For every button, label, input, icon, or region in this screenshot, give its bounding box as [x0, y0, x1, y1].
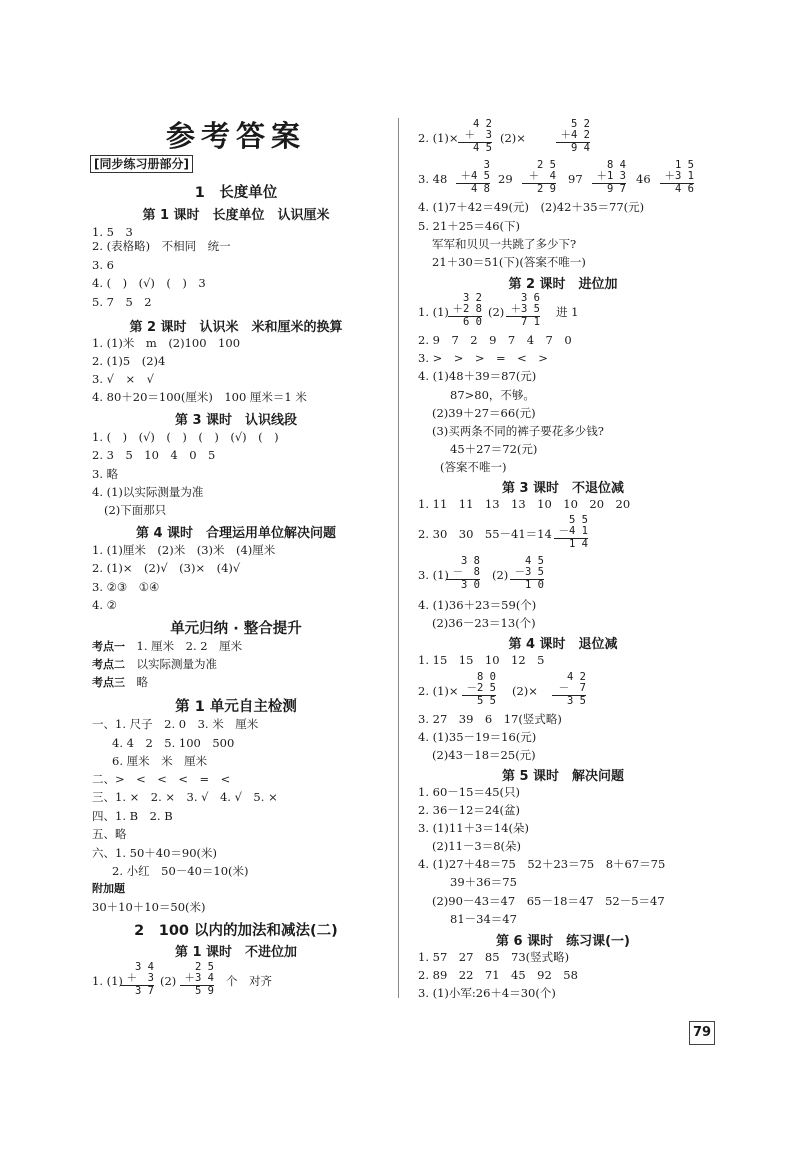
vertical-calc: 3 4 ＋ 3 3 7 — [120, 962, 154, 997]
answer-line: 3. (1)小军:26＋4＝30(个) — [418, 986, 556, 1000]
answer-line: 五、略 — [92, 827, 127, 841]
lesson-heading: 第 4 课时 合理运用单位解决问题 — [135, 526, 337, 541]
answer-line: 39＋36＝75 — [450, 875, 517, 889]
answer-line: 2. 89 22 71 45 92 58 — [418, 968, 578, 982]
vertical-calc: 1 5 ＋3 1 4 6 — [660, 160, 694, 195]
answer-line: 5. 21＋25＝46(下) — [418, 219, 521, 233]
answer-line: 3. (1) — [418, 568, 449, 582]
answer-line: 4. 80＋20＝100(厘米) 100 厘米＝1 米 — [92, 390, 307, 404]
vertical-calc: 3 ＋4 5 4 8 — [456, 160, 490, 195]
lesson-heading: 第 6 课时 练习课(一) — [496, 934, 630, 949]
answer-line: 45＋27＝72(元) — [450, 442, 538, 456]
answer-line: 46 — [636, 172, 651, 186]
review-key: 考点一 — [92, 640, 125, 653]
vertical-calc: 3 8 － 8 3 0 — [446, 556, 480, 591]
page-number: 79 — [689, 1021, 715, 1045]
answer-line: 4. 4 2 5. 100 500 — [112, 736, 235, 750]
answer-line: 3. (1)11＋3＝14(朵) — [418, 821, 529, 835]
answer-line: 六、1. 50＋40＝90(米) — [92, 846, 218, 860]
lesson-heading: 第 3 课时 不退位减 — [501, 481, 625, 496]
vertical-calc: 3 2 ＋2 8 6 0 — [448, 293, 482, 328]
answer-line: 1. (1)厘米 (2)米 (3)米 (4)厘米 — [92, 543, 276, 557]
answer-line: 军军和贝贝一共跳了多少下? — [432, 237, 577, 251]
answer-line: 2. (表格略) 不相同 统一 — [92, 239, 231, 253]
answer-line: 1. 60－15＝45(只) — [418, 785, 521, 799]
lesson-heading: 第 1 课时 不进位加 — [174, 945, 298, 960]
vertical-calc: 2 5 ＋ 4 2 9 — [522, 160, 556, 195]
review-key: 考点三 — [92, 676, 125, 689]
answer-line: 1. 15 15 10 12 5 — [418, 653, 545, 667]
answer-line: 一、1. 尺子 2. 0 3. 米 厘米 — [92, 717, 259, 731]
answer-line: (2) — [488, 305, 505, 319]
answer-line: 4. (1)48＋39＝87(元) — [418, 369, 537, 383]
answer-line: 4. (1)7＋42＝49(元) (2)42＋35＝77(元) — [418, 200, 645, 214]
page-title: 参考答案 — [165, 119, 306, 153]
test-heading: 第 1 单元自主检测 — [175, 699, 297, 715]
vertical-calc: 3 6 ＋3 5 7 1 — [506, 293, 540, 328]
answer-line: 3. 略 — [92, 467, 119, 481]
answer-line: 3. 27 39 6 17(竖式略) — [418, 712, 562, 726]
answer-line: 2. 3 5 10 4 0 5 — [92, 448, 216, 462]
answer-line: 21＋30＝51(下)(答案不唯一) — [432, 255, 586, 269]
answer-line: 3. > > > = < > — [418, 351, 548, 365]
section-tag: [同步练习册部分] — [90, 155, 193, 173]
answer-line: (2) — [160, 974, 177, 988]
answer-line: 2. 30 30 55－41＝14 — [418, 527, 552, 541]
vertical-calc: 4 2 － 7 3 5 — [552, 672, 586, 707]
vertical-calc: 4 2 ＋ 3 4 5 — [458, 119, 492, 154]
unit-1-heading: 1 长度单位 — [194, 185, 278, 201]
answer-line: (2)× — [500, 131, 526, 145]
answer-line: 三、1. × 2. × 3. √ 4. √ 5. × — [92, 790, 278, 804]
review-key: 考点二 — [92, 658, 125, 671]
vertical-calc: 4 5 －3 5 1 0 — [510, 556, 544, 591]
answer-line: 2. (1)× — [418, 131, 459, 145]
answer-line: (2)11－3＝8(朵) — [432, 839, 522, 853]
review-value: 1. 厘米 2. 2 厘米 — [136, 639, 243, 653]
vertical-calc: 5 2 ＋4 2 9 4 — [556, 119, 590, 154]
answer-line: 4. ② — [92, 598, 117, 612]
answer-line: (2)下面那只 — [104, 503, 167, 517]
lesson-heading: 第 4 课时 退位减 — [508, 637, 618, 652]
answer-line: 1. (1) — [92, 974, 123, 988]
lesson-heading: 第 3 课时 认识线段 — [174, 413, 298, 428]
answer-line: 2. 小红 50－40＝10(米) — [112, 864, 249, 878]
answer-line: 29 — [498, 172, 513, 186]
answer-line: 个 对齐 — [226, 974, 272, 988]
answer-line: 6. 厘米 米 厘米 — [112, 754, 208, 768]
review-line — [92, 639, 242, 654]
answer-line: 1. ( ) (√) ( ) ( ) (√) ( ) — [92, 430, 279, 444]
answer-line: 4. (1)27＋48＝75 52＋23＝75 8＋67＝75 — [418, 857, 666, 871]
answer-line: 2. 36－12＝24(盆) — [418, 803, 521, 817]
vertical-calc: 8 0 －2 5 5 5 — [462, 672, 496, 707]
answer-line: (2) — [492, 568, 509, 582]
lesson-heading: 第 5 课时 解决问题 — [501, 769, 625, 784]
answer-line: 进 1 — [556, 305, 579, 319]
review-value: 略 — [136, 675, 148, 689]
lesson-heading: 第 2 课时 认识米 米和厘米的换算 — [129, 320, 343, 335]
answer-line: 2. (1)× — [418, 684, 459, 698]
review-heading: 单元归纳 · 整合提升 — [170, 621, 302, 637]
unit-2-heading: 2 100 以内的加法和减法(二) — [134, 923, 338, 939]
answer-line: (2)43－18＝25(元) — [432, 748, 536, 762]
vertical-calc: 8 4 ＋1 3 9 7 — [592, 160, 626, 195]
answer-line: 4. (1)36＋23＝59(个) — [418, 598, 537, 612]
answer-line: 1. 11 11 13 13 10 10 20 20 — [418, 497, 631, 511]
answer-line: 97 — [568, 172, 583, 186]
answer-line: 1. (1) — [418, 305, 449, 319]
answer-line: 1. 5 3 — [92, 225, 133, 239]
review-line — [92, 675, 148, 690]
column-divider — [398, 118, 399, 998]
lesson-heading: 第 1 课时 长度单位 认识厘米 — [142, 208, 330, 223]
answer-line: (2)39＋27＝66(元) — [432, 406, 536, 420]
answer-line: (2)36－23＝13(个) — [432, 616, 536, 630]
answer-line: (3)买两条不同的裤子要花多少钱? — [432, 424, 604, 438]
answer-line: 四、1. B 2. B — [92, 809, 173, 823]
answer-line: 1. 57 27 85 73(竖式略) — [418, 950, 570, 964]
answer-line: 3. √ × √ — [92, 372, 154, 386]
vertical-calc: 2 5 ＋3 4 5 9 — [180, 962, 214, 997]
answer-line: 2. (1)5 (2)4 — [92, 354, 166, 368]
answer-line: (2)× — [512, 684, 538, 698]
answer-line: 3. 6 — [92, 258, 114, 272]
answer-line: 81－34＝47 — [450, 912, 517, 926]
answer-line: 4. ( ) (√) ( ) 3 — [92, 276, 206, 290]
vertical-calc: 5 5 －4 1 1 4 — [554, 515, 588, 550]
answer-line: 4. (1)以实际测量为准 — [92, 485, 204, 499]
answer-line: 2. (1)× (2)√ (3)× (4)√ — [92, 561, 241, 575]
answer-line: 4. (1)35－19＝16(元) — [418, 730, 537, 744]
answer-line: 87>80，不够。 — [450, 388, 535, 402]
answer-line: 2. 9 7 2 9 7 4 7 0 — [418, 333, 572, 347]
answer-line: 3. 48 — [418, 172, 448, 186]
answer-line: 5. 7 5 2 — [92, 295, 152, 309]
extra-label: 附加题 — [92, 882, 125, 895]
lesson-heading: 第 2 课时 进位加 — [508, 277, 618, 292]
answer-line: (2)90－43＝47 65－18＝47 52－5＝47 — [432, 894, 665, 908]
answer-line: 二、> < < < = < — [92, 772, 231, 786]
answer-line: 30＋10＋10＝50(米) — [92, 900, 206, 914]
review-value: 以实际测量为准 — [136, 657, 217, 671]
answer-line: (答案不唯一) — [440, 460, 507, 474]
answer-line: 3. ②③ ①④ — [92, 580, 160, 594]
review-line — [92, 657, 217, 672]
answer-line: 1. (1)米 m (2)100 100 — [92, 336, 241, 350]
